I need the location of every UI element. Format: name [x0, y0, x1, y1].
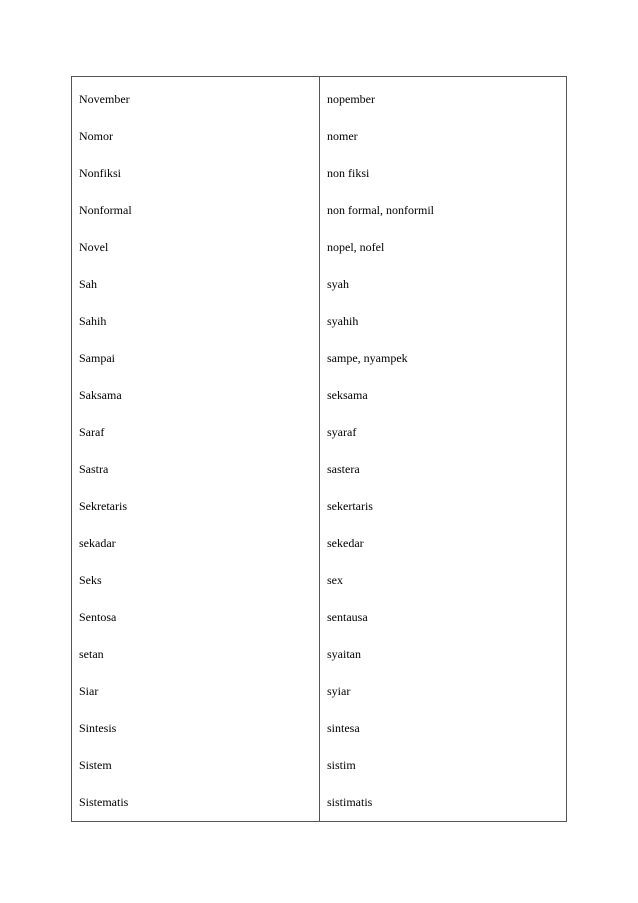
nonstandard-word: sintesa [327, 721, 360, 735]
table-row [72, 680, 566, 717]
word-table [71, 76, 567, 822]
nonstandard-word: sistim [327, 758, 356, 772]
table-row [72, 310, 566, 347]
table-rows [72, 88, 566, 828]
standard-word: Seks [79, 573, 102, 587]
nonstandard-word: sekedar [327, 536, 364, 550]
table-row [72, 273, 566, 310]
nonstandard-word: non fiksi [327, 166, 370, 180]
nonstandard-word: syaitan [327, 647, 361, 661]
nonstandard-word: non formal, nonformil [327, 203, 434, 217]
standard-word: Sekretaris [79, 499, 127, 513]
table-row [72, 88, 566, 125]
table-row [72, 569, 566, 606]
nonstandard-word: syaraf [327, 425, 357, 439]
table-row [72, 125, 566, 162]
standard-word: Nomor [79, 129, 113, 143]
nonstandard-word: syiar [327, 684, 351, 698]
table-row [72, 421, 566, 458]
table-row [72, 458, 566, 495]
standard-word: Sentosa [79, 610, 117, 624]
standard-word: Sastra [79, 462, 109, 476]
nonstandard-word: sekertaris [327, 499, 373, 513]
standard-word: Sahih [79, 314, 107, 328]
table-row [72, 717, 566, 754]
table-row [72, 162, 566, 199]
nonstandard-word: sentausa [327, 610, 368, 624]
nonstandard-word: nopember [327, 92, 375, 106]
standard-word: Sintesis [79, 721, 117, 735]
nonstandard-word: sastera [327, 462, 360, 476]
nonstandard-word: sampe, nyampek [327, 351, 408, 365]
standard-word: Siar [79, 684, 99, 698]
standard-word: setan [79, 647, 104, 661]
nonstandard-word: nomer [327, 129, 358, 143]
nonstandard-word: syah [327, 277, 349, 291]
standard-word: Sampai [79, 351, 115, 365]
table-row [72, 236, 566, 273]
table-row [72, 791, 566, 828]
standard-word: Nonfiksi [79, 166, 121, 180]
table-row [72, 199, 566, 236]
standard-word: sekadar [79, 536, 116, 550]
standard-word: Sistem [79, 758, 112, 772]
standard-word: Novel [79, 240, 109, 254]
standard-word: November [79, 92, 130, 106]
table-row [72, 643, 566, 680]
standard-word: Saraf [79, 425, 105, 439]
standard-word: Sistematis [79, 795, 129, 809]
table-row [72, 347, 566, 384]
standard-word: Saksama [79, 388, 122, 402]
nonstandard-word: syahih [327, 314, 359, 328]
nonstandard-word: sex [327, 573, 343, 587]
nonstandard-word: nopel, nofel [327, 240, 385, 254]
table-row [72, 606, 566, 643]
table-row [72, 384, 566, 421]
nonstandard-word: sistimatis [327, 795, 373, 809]
standard-word: Nonformal [79, 203, 132, 217]
standard-word: Sah [79, 277, 97, 291]
table-row [72, 532, 566, 569]
table-row [72, 754, 566, 791]
table-row [72, 495, 566, 532]
nonstandard-word: seksama [327, 388, 368, 402]
